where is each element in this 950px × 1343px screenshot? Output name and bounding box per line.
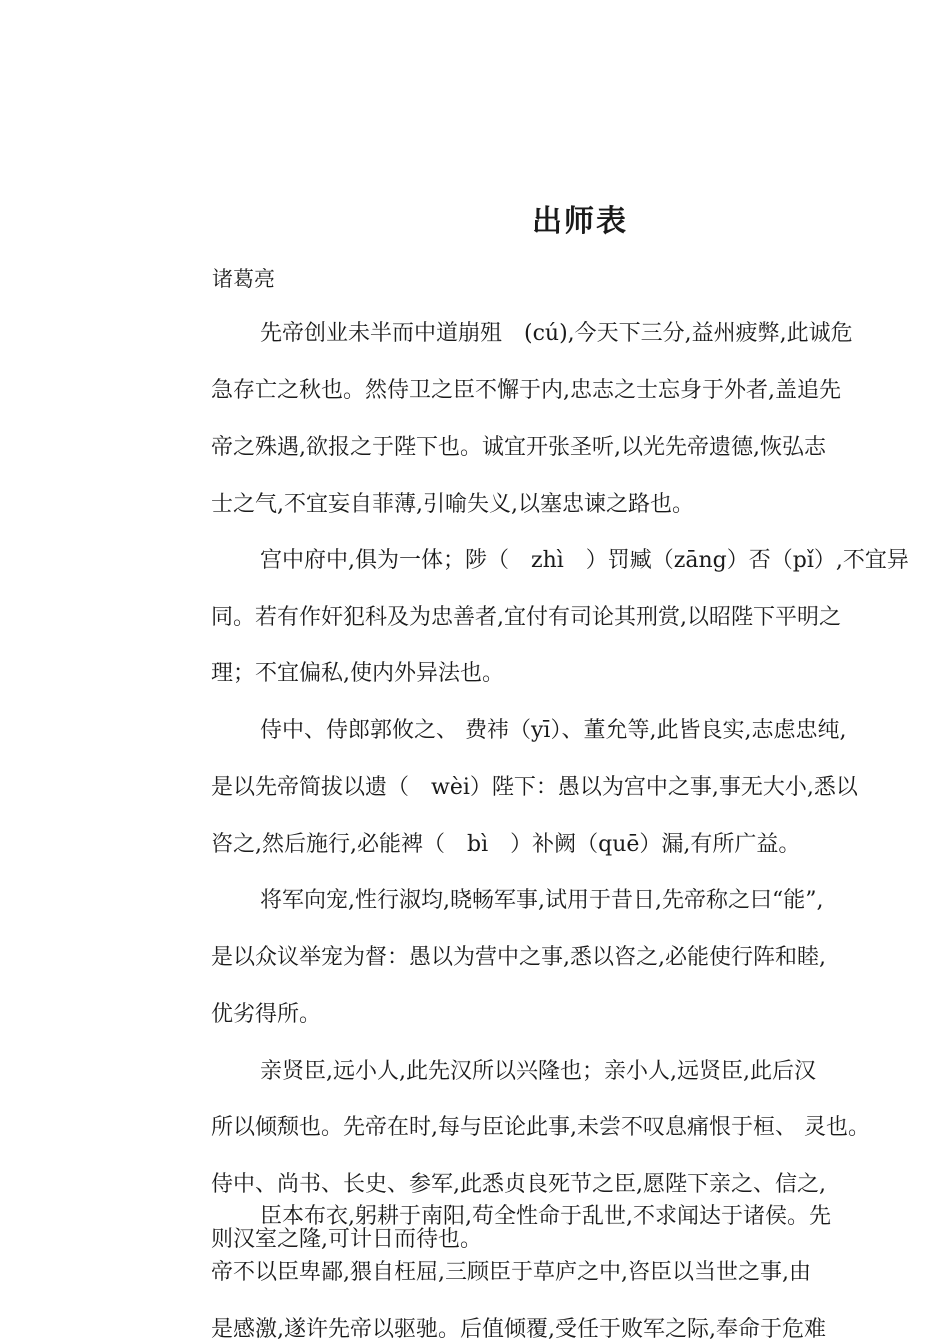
- text-line: 亲贤臣,远小人,此先汉所以兴隆也；亲小人,远贤臣,此后汉: [260, 1059, 816, 1084]
- text-line: 侍中、尚书、长史、参军,此悉贞良死节之臣,愿陛下亲之、信之,: [211, 1172, 826, 1197]
- text-line: 帝之殊遇,欲报之于陛下也。诚宜开张圣听,以光先帝遗德,恢弘志: [211, 435, 826, 460]
- text-line: 将军向宠,性行淑均,晓畅军事,试用于昔日,先帝称之曰“能”,: [260, 888, 824, 913]
- text-line: 则汉室之隆,可计日而待也。: [211, 1227, 482, 1252]
- text-line: 急存亡之秋也。然侍卫之臣不懈于内,忠志之士忘身于外者,盖追先: [211, 378, 841, 403]
- text-line: 侍中、侍郎郭攸之、 费祎（yī）、董允等,此皆良实,志虑忠纯,: [260, 718, 847, 743]
- text-line: 咨之,然后施行,必能裨（ bì ）补阙（quē）漏,有所广益。: [211, 832, 801, 857]
- text-line: 所以倾颓也。先帝在时,每与臣论此事,未尝不叹息痛恨于桓、 灵也。: [211, 1115, 870, 1140]
- text-line: 优劣得所。: [211, 1002, 322, 1027]
- text-line: 理；不宜偏私,使内外异法也。: [211, 661, 504, 686]
- text-line: 是感激,遂许先帝以驱驰。后值倾覆,受任于败军之际,奉命于危难: [211, 1317, 826, 1342]
- text-line: 同。若有作奸犯科及为忠善者,宜付有司论其刑赏,以昭陛下平明之: [211, 605, 841, 630]
- text-line: 士之气,不宜妄自菲薄,引喻失义,以塞忠谏之路也。: [211, 492, 694, 517]
- document-author: 诸葛亮: [212, 267, 275, 291]
- text-line: 先帝创业未半而中道崩殂 (cú),今天下三分,益州疲弊,此诚危: [260, 321, 853, 346]
- text-line: 是以先帝简拔以遗（ wèi）陛下：愚以为宫中之事,事无大小,悉以: [211, 775, 858, 800]
- text-line: 臣本布衣,躬耕于南阳,苟全性命于乱世,不求闻达于诸侯。先: [260, 1204, 831, 1229]
- text-line: 宫中府中,俱为一体；陟（ zhì ）罚臧（zāng）否（pǐ）,不宜异: [260, 548, 909, 573]
- text-line: 是以众议举宠为督：愚以为营中之事,悉以咨之,必能使行阵和睦,: [211, 945, 826, 970]
- text-line: 帝不以臣卑鄙,猥自枉屈,三顾臣于草庐之中,咨臣以当世之事,由: [211, 1260, 811, 1285]
- document-title: 出师表: [532, 204, 628, 239]
